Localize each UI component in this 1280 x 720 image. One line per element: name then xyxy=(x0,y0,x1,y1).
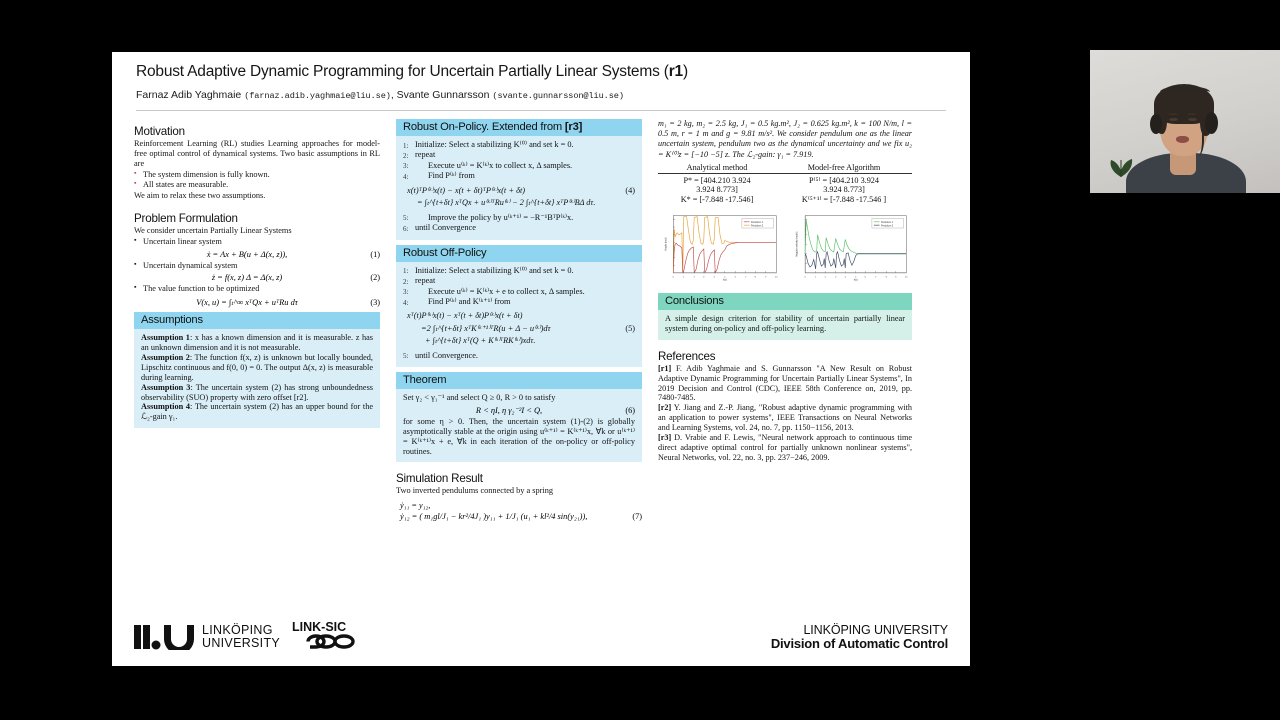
algo-line-number: 3: xyxy=(403,288,409,297)
headset-band-icon xyxy=(1160,86,1210,98)
algo-line-number: 2: xyxy=(403,277,409,286)
reference-r3-text: D. Vrabie and F. Lewis, "Neural network approach to continuous time direct adaptive optimal control for partially unknown nonlinear systems", Neural Networks, vol. 22, no. 3, pp. 237−246, 2009. xyxy=(658,432,912,462)
equation-2-row xyxy=(134,273,380,282)
algo-line-number: 5: xyxy=(403,214,409,223)
conclusions-text: A simple design criterion for stability of uncertain partially linear system during on-policy and off-policy learning. xyxy=(665,314,905,334)
table-header-modelfree: Model-free Algorithm xyxy=(807,162,881,172)
theorem-line-1: Set γ₂ < γ₁⁻¹ and select Q ≥ 0, R > 0 to satisfy xyxy=(403,393,556,403)
person-eyebrow-left xyxy=(1168,113,1178,115)
svg-text:1: 1 xyxy=(815,276,817,279)
svg-text:4: 4 xyxy=(713,276,715,279)
person-eyebrow-right xyxy=(1187,113,1197,115)
algo-line-text: repeat xyxy=(415,276,436,286)
person-eye-right xyxy=(1188,118,1197,121)
references-heading: References xyxy=(658,349,716,363)
equation-5-line3: + ∫ₜ^{t+δt} xᵀ(Q + K⁽ᵏ⁾ᵀRK⁽ᵏ⁾)xdτ. xyxy=(425,336,536,346)
author-sep: , Svante Gunnarsson xyxy=(390,89,493,102)
svg-text:5: 5 xyxy=(855,276,857,279)
svg-text:1: 1 xyxy=(683,276,685,279)
svg-text:6: 6 xyxy=(864,276,866,279)
simulation-subtitle: Two inverted pendulums connected by a spring xyxy=(396,486,554,496)
chart-angle-legend-2: Pendulum 2 xyxy=(751,225,764,228)
assumption-3-text: : The uncertain system (2) has strong unboundedness observability (SUO) property with zero offset [r2]. xyxy=(141,382,373,402)
webcam-video-tile[interactable] xyxy=(1090,50,1280,193)
equation-4-line2: = ∫ₜ^{t+δt} xᵀQx + u⁽ᵏ⁾ᵀRu⁽ᵏ⁾ − 2 ∫ₜ^{t+δt} xᵀP⁽ᵏ⁾BΔ dτ. xyxy=(417,198,596,208)
assumption-2 xyxy=(141,353,373,383)
footer-logos xyxy=(134,620,362,654)
equation-5-line2: =2 ∫ₜ^{t+δt} xᵀK⁽ᵏ⁺¹⁾ᵀR(u + Δ − u⁽ᵏ⁾)dτ xyxy=(421,323,551,333)
svg-text:10: 10 xyxy=(775,276,778,279)
reference-r1-tag: [r1] xyxy=(658,363,672,373)
problem-heading: Problem Formulation xyxy=(134,212,238,226)
svg-text:3: 3 xyxy=(703,276,705,279)
slide-columns xyxy=(112,111,970,523)
liu-logo xyxy=(134,624,280,650)
theorem-heading: Theorem xyxy=(396,372,642,389)
cell-p-analytical: P* = [404.210 3.924 xyxy=(683,175,751,185)
equation-3-row xyxy=(134,297,380,307)
equation-1-number: (1) xyxy=(370,249,380,259)
assumption-1-label: Assumption 1 xyxy=(141,333,190,343)
assumption-4-label: Assumption 4 xyxy=(141,402,190,412)
slide-canvas xyxy=(112,52,970,666)
algo-line xyxy=(403,171,635,181)
liu-line-2: UNIVERSITY xyxy=(202,636,281,650)
reference-r1-text: F. Adib Yaghmaie and S. Gunnarsson "A New Result on Robust Adaptive Dynamic Programming for Uncertain Partially Linear Systems", In 2019 Decision and Control (CDC), IEEE 58th Conference on, 2019, pp. 7480-7485. xyxy=(658,363,912,403)
on-policy-heading xyxy=(396,119,642,136)
author-1-email: (farnaz.adib.yaghmaie@liu.se) xyxy=(244,91,391,102)
title-main: Robust Adaptive Dynamic Programming for Uncertain Partially Linear Systems ( xyxy=(136,63,669,80)
liu-mark-icon xyxy=(134,624,196,650)
algo-line-text: until Convergence xyxy=(415,223,476,233)
table-row xyxy=(658,194,912,204)
algo-line-text: until Convergence. xyxy=(415,350,478,360)
algo-line xyxy=(403,213,635,223)
chart-velocity-xlabel: t(s) xyxy=(853,278,858,282)
page-title xyxy=(136,62,946,81)
footer-university: LINKÖPING UNIVERSITY xyxy=(803,622,948,637)
equation-4-number: (4) xyxy=(625,185,635,195)
title-ref: r1 xyxy=(668,63,683,80)
algo-line-text: Initialize: Select a stabilizing K⁽⁰⁾ and set k = 0. xyxy=(415,265,574,275)
equation-4-line1: x(t)ᵀP⁽ᵏ⁾x(t) − x(t + δt)ᵀP⁽ᵏ⁾x(t + δt) xyxy=(407,185,526,195)
reference-r3-tag: [r3] xyxy=(658,432,672,442)
algo-line-number: 2: xyxy=(403,151,409,160)
algo-line-number: 1: xyxy=(403,267,409,276)
linksic-wordmark: LINK-SIC xyxy=(292,620,347,634)
chart-velocity-legend-1: Pendulum 1 xyxy=(881,222,894,225)
off-policy-body xyxy=(396,262,642,368)
equation-7-line2: ẏ₁₂ = ( m₁gl/J₁ − kr²/4J₁ )y₁₁ + 1/J₁ (u₁ + kl²/4 sin(y₂₁)), xyxy=(400,512,588,522)
authors-line xyxy=(136,89,946,103)
cell-k-analytical: K* = [-7.848 -17.546] xyxy=(680,194,754,204)
algo-line-number: 5: xyxy=(403,352,409,361)
reference-r2-text: Y. Jiang and Z.-P. Jiang, "Robust adaptive dynamic programming with an application to power systems", IEEE Transactions on Neural Networks and Learning Systems, vol. 24, no. 7, pp. 1150−1156, 2013. xyxy=(658,403,912,432)
algo-line-text: Execute u⁽ᵏ⁾ = K⁽ᵏ⁾x to collect x, Δ samples. xyxy=(428,160,573,170)
svg-text:4: 4 xyxy=(844,276,846,279)
algo-line xyxy=(403,161,635,171)
svg-text:10: 10 xyxy=(905,276,908,279)
off-policy-heading: Robust Off-Policy xyxy=(396,245,642,262)
simulation-equations xyxy=(396,501,642,521)
author-1: Farnaz Adib Yaghmaie xyxy=(136,89,245,102)
chart-angle-legend-1: Pendulum 1 xyxy=(751,222,764,225)
author-2-email: (svante.gunnarsson@liu.se) xyxy=(492,91,624,102)
svg-text:0: 0 xyxy=(804,276,806,279)
on-policy-body xyxy=(396,136,642,240)
chart-angle-svg xyxy=(658,210,782,288)
equation-5-row xyxy=(403,324,635,335)
assumptions-heading: Assumptions xyxy=(134,312,380,329)
algo-line xyxy=(403,297,635,307)
list-item: ▪ Uncertain dynamical system xyxy=(134,261,380,272)
footer-right xyxy=(771,623,948,652)
equation-5-number: (5) xyxy=(625,323,635,333)
algo-line xyxy=(403,150,635,160)
svg-text:9: 9 xyxy=(765,276,767,279)
svg-text:7: 7 xyxy=(745,276,747,279)
table-header-analytical: Analytical method xyxy=(686,162,748,172)
algo-line xyxy=(403,287,635,297)
chart-velocity-legend-2: Pendulum 2 xyxy=(881,225,894,228)
person-eye-left xyxy=(1169,118,1178,121)
algo-line-text: Find P⁽ᵏ⁾ from xyxy=(428,171,475,181)
assumption-3 xyxy=(141,383,373,403)
equation-6-number: (6) xyxy=(625,405,635,415)
slide-footer xyxy=(112,608,970,666)
reference-r2 xyxy=(658,403,912,433)
linksic-logo xyxy=(292,620,362,654)
column-left xyxy=(134,119,380,523)
liu-line-1: LINKÖPING xyxy=(202,623,273,638)
chart-angle-xlabel: t(s) xyxy=(722,278,727,282)
list-item: ▪ The system dimension is fully known. xyxy=(134,170,380,181)
equation-1-row xyxy=(134,250,380,259)
problem-intro: We consider uncertain Partially Linear Systems xyxy=(134,226,292,236)
cell-p2-analytical: 3.924 8.773] xyxy=(696,185,738,195)
assumptions-body xyxy=(134,329,380,428)
slide-header xyxy=(112,52,970,103)
algo-line xyxy=(403,266,635,276)
algo-line xyxy=(403,223,635,233)
person-mouth xyxy=(1176,136,1189,143)
motivation-closing: We aim to relax these two assumptions. xyxy=(134,191,266,201)
simulation-heading: Simulation Result xyxy=(396,472,483,486)
svg-text:5: 5 xyxy=(724,276,726,279)
chart-angular-velocity-svg xyxy=(788,210,912,288)
problem-items-2 xyxy=(134,261,380,272)
assumption-2-text: : The function f(x, z) is unknown but locally bounded, Lipschitz continuous and f(0, 0) = 0. The output Δ(x, z) is measurable during learning. xyxy=(141,353,373,382)
equation-7-line1: ẏ₁₁ = y₁₂, xyxy=(400,501,431,511)
svg-text:8: 8 xyxy=(885,276,887,279)
headset-earcup-left-icon xyxy=(1150,114,1162,134)
on-policy-box xyxy=(396,119,642,240)
table-row xyxy=(658,185,912,194)
assumption-1-text: : x has a known dimension and it is measurable. z has an unknown dimension and it is not measurable. xyxy=(141,333,373,353)
simulation-plots xyxy=(658,210,912,288)
conclusions-body xyxy=(658,310,912,340)
references-list xyxy=(658,364,912,462)
algo-line-number: 6: xyxy=(403,224,409,233)
headset-earcup-right-icon xyxy=(1205,112,1218,134)
svg-text:2: 2 xyxy=(693,276,695,279)
column-middle xyxy=(396,119,642,523)
motivation-bullets xyxy=(134,170,380,192)
svg-text:6: 6 xyxy=(734,276,736,279)
motivation-text: Reinforcement Learning (RL) studies Learning approaches for model-free optimal control of dynamical systems. Two basic assumptions in RL are xyxy=(134,139,380,168)
equation-7-row xyxy=(396,512,642,521)
problem-items xyxy=(134,237,380,248)
title-close: ) xyxy=(682,63,688,80)
on-policy-heading-ref: [r3] xyxy=(564,121,583,134)
problem-items-3 xyxy=(134,284,380,295)
table-header-row xyxy=(658,163,912,174)
off-policy-box xyxy=(396,245,642,368)
theorem-box xyxy=(396,372,642,462)
list-item: ▪ The value function to be optimized xyxy=(134,284,380,295)
list-item: ▪ All states are measurable. xyxy=(134,180,380,191)
reference-r2-tag: [r2] xyxy=(658,403,672,413)
chart-angle-ylabel: Angle (rad) xyxy=(664,237,668,252)
column-right xyxy=(658,119,912,523)
chart-angle xyxy=(658,210,782,288)
algo-line xyxy=(403,351,635,361)
assumptions-box xyxy=(134,312,380,428)
algo-line xyxy=(403,140,635,150)
list-item: ▪ Uncertain linear system xyxy=(134,237,380,248)
chart-angular-velocity xyxy=(788,210,912,288)
assumption-4 xyxy=(141,402,373,422)
algo-line-text: Find P⁽ᵏ⁾ and K⁽ᵏ⁺¹⁾ from xyxy=(428,297,511,306)
equation-1: ẋ = Ax + B(u + Δ(x, z)), xyxy=(206,249,288,259)
assumption-1 xyxy=(141,333,373,353)
cell-p-modelfree: P⁽⁵⁾ = [404.210 3.924 xyxy=(809,176,879,186)
equation-6-row xyxy=(403,405,635,415)
algo-line-text: Execute u⁽ᵏ⁾ = K⁽ᵏ⁾x + e to collect x, Δ samples. xyxy=(428,286,585,296)
equation-3-number: (3) xyxy=(370,297,380,307)
svg-text:0: 0 xyxy=(672,276,674,279)
assumption-3-label: Assumption 3 xyxy=(141,382,191,392)
chart-velocity-ylabel: Angular velocity (rad/s) xyxy=(795,231,799,258)
equation-7-number: (7) xyxy=(632,512,642,522)
algo-line-number: 1: xyxy=(403,141,409,150)
theorem-body xyxy=(396,389,642,462)
reference-r1 xyxy=(658,364,912,403)
theorem-line-2: for some η > 0. Then, the uncertain system (1)-(2) is globally asymptotically stable at the origin using u⁽ᵏ⁺¹⁾ = K⁽ᵏ⁺¹⁾x, ∀k or u⁽ᵏ⁺¹⁾ = K⁽ᵏ⁺¹⁾x + e, ∀k in each iteration of the on-policy or off-policy routines. xyxy=(403,417,635,456)
results-table xyxy=(658,163,912,205)
equation-5-line1: xᵀ(t)P⁽ᵏ⁾x(t) − xᵀ(t + δt)P⁽ᵏ⁾x(t + δt) xyxy=(407,311,523,321)
svg-text:2: 2 xyxy=(824,276,826,279)
algo-line-text: Improve the policy by u⁽ᵏ⁺¹⁾ = −R⁻¹BᵀP⁽ᵏ⁾x. xyxy=(428,212,574,222)
algo-line-number: 4: xyxy=(403,298,409,307)
liu-wordmark xyxy=(202,624,280,650)
conclusions-heading: Conclusions xyxy=(658,293,912,310)
cell-p2-modelfree: 3.924 8.773] xyxy=(823,185,865,195)
assumption-4-text: : The uncertain system (2) has an upper bound for the ℒ₂-gain γ₁. xyxy=(141,402,373,422)
simulation-parameters: m₁ = 2 kg, m₂ = 2.5 kg, J₁ = 0.5 kg.m², J₂ = 0.625 kg.m², k = 100 N/m, l = 0.5 m, r = 1 m and g = 9.81 m/s². We consider pendulum one as the linear uncertain system, pendulum two as the dynamical uncertainty and we fix u₂ = K⁽⁰⁾z = [−10 −5] z. The ℒ₂-gain: γ₁ = 7.919. xyxy=(658,119,912,159)
svg-text:8: 8 xyxy=(754,276,756,279)
equation-3: V(x, u) = ∫ₜ^∞ xᵀQx + uᵀRu dτ xyxy=(196,298,298,308)
chain-link-icon xyxy=(292,634,362,649)
reference-r3 xyxy=(658,433,912,463)
algo-line-text: repeat xyxy=(415,150,436,160)
algo-line xyxy=(403,276,635,286)
equation-6: R < ηI, η γ₂⁻²I < Q, xyxy=(475,406,543,415)
equation-2: ż = f(x, z) Δ = Δ(x, z) xyxy=(211,273,283,283)
svg-text:9: 9 xyxy=(895,276,897,279)
equation-2-number: (2) xyxy=(370,273,380,283)
assumption-2-label: Assumption 2 xyxy=(141,353,190,362)
svg-text:3: 3 xyxy=(835,276,837,279)
on-policy-heading-text: Robust On-Policy. Extended from xyxy=(403,121,565,134)
svg-text:7: 7 xyxy=(875,276,877,279)
cell-k-modelfree: K⁽⁵⁺¹⁾ = [-7.848 -17.546 ] xyxy=(801,195,887,205)
motivation-heading: Motivation xyxy=(134,125,185,139)
table-row xyxy=(658,175,912,185)
equation-4-row xyxy=(403,186,635,197)
footer-division: Division of Automatic Control xyxy=(770,635,948,651)
algo-line-text: Initialize: Select a stabilizing K⁽⁰⁾ and set k = 0. xyxy=(415,140,574,150)
algo-line-number: 4: xyxy=(403,172,409,181)
conclusions-box xyxy=(658,293,912,340)
algo-line-number: 3: xyxy=(403,162,409,171)
